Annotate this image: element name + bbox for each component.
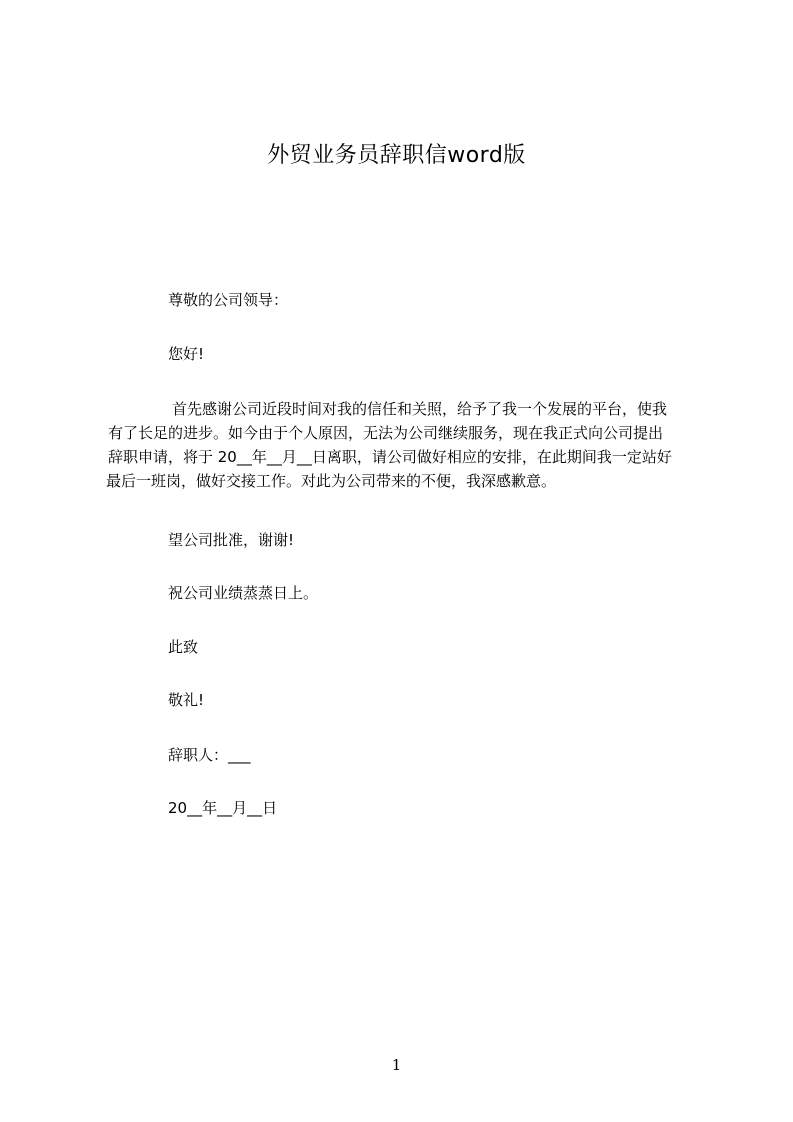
hello-line: 您好! [168, 345, 205, 363]
date-line: 20__年__月__日 [168, 799, 278, 817]
page-number: 1 [391, 1056, 402, 1074]
document-title: 外贸业务员辞职信word版 [267, 143, 526, 168]
wish-line: 祝公司业绩蒸蒸日上。 [168, 584, 319, 602]
body-line-1: 首先感谢公司近段时间对我的信任和关照，给予了我一个发展的平台，使我 [172, 400, 668, 418]
closing-line: 此致 [168, 638, 199, 656]
body-line-3: 辞职申请，将于 20__年__月__日离职，请公司做好相应的安排，在此期间我一定站好 [108, 448, 672, 466]
body-line-4: 最后一班岗，做好交接工作。对此为公司带来的不便，我深感歉意。 [106, 472, 557, 490]
signature-line: 辞职人：___ [168, 746, 251, 764]
request-line: 望公司批准，谢谢! [168, 531, 295, 549]
body-paragraph [106, 397, 697, 493]
salute-line: 敬礼! [168, 691, 205, 709]
greeting-line: 尊敬的公司领导： [168, 291, 289, 309]
body-line-2: 有了长足的进步。如今由于个人原因，无法为公司继续服务，现在我正式向公司提出 [108, 424, 664, 442]
